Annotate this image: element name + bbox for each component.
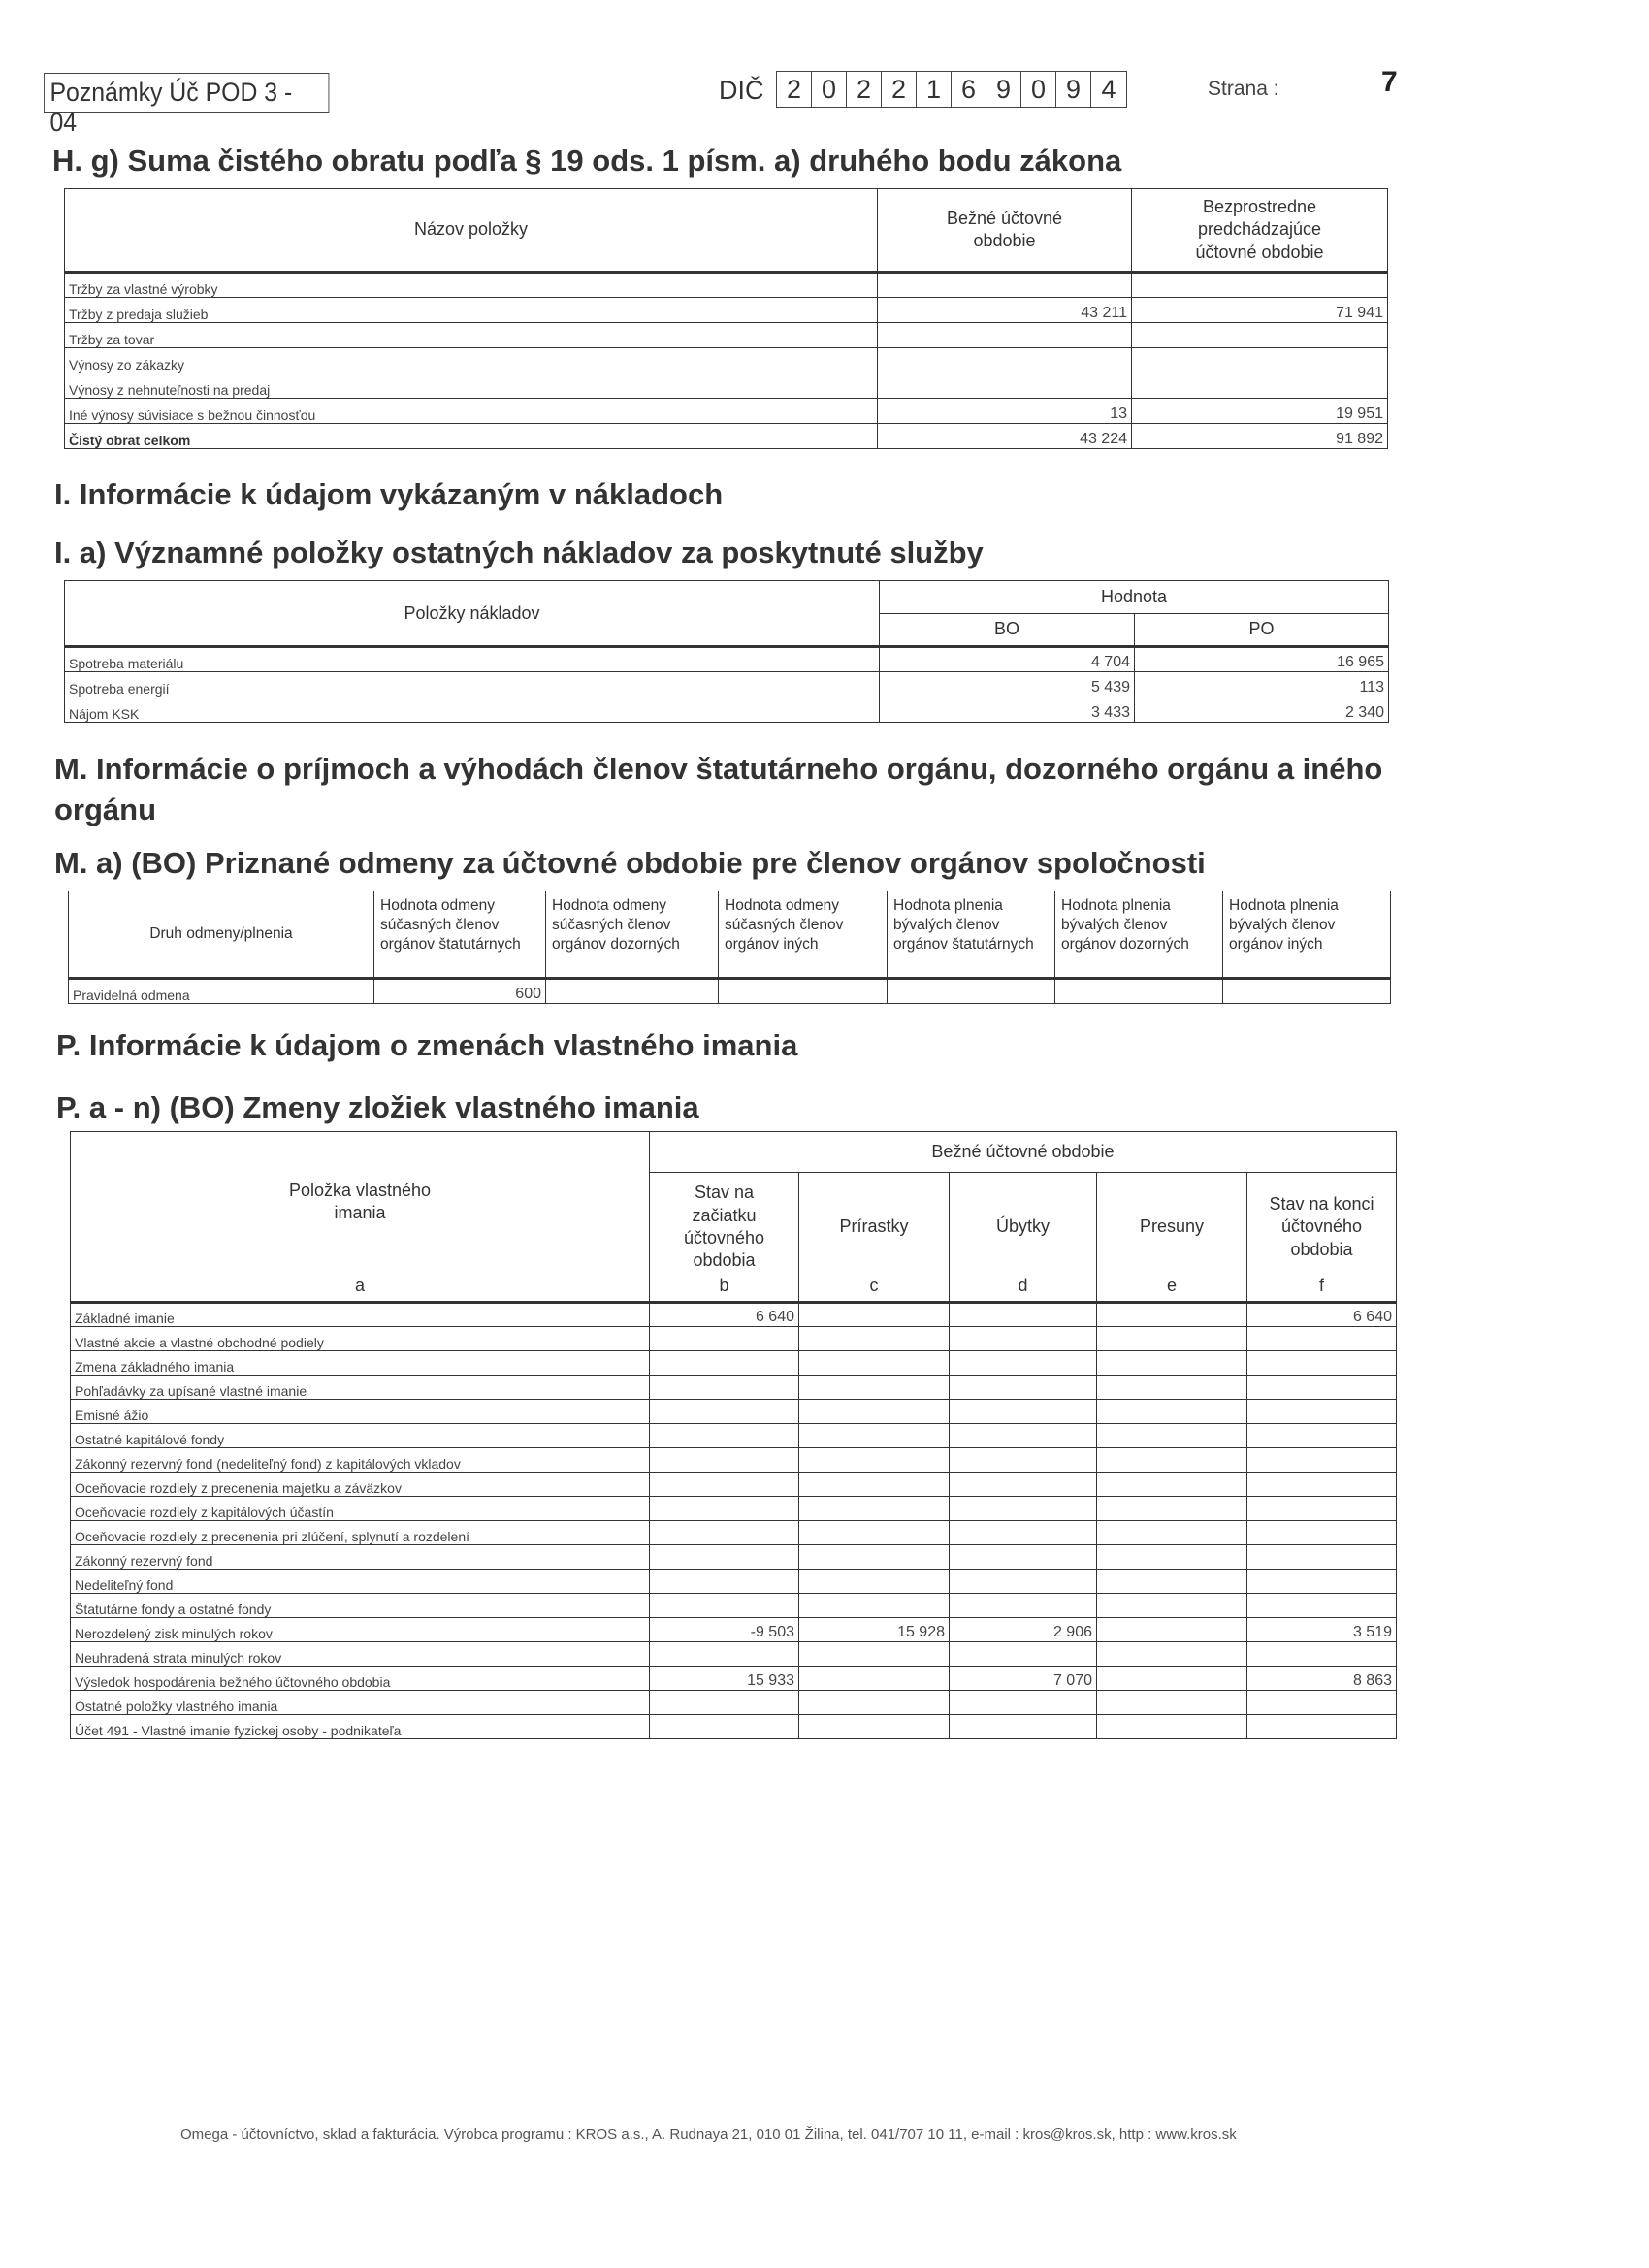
table-row xyxy=(71,1327,1397,1351)
col-header: Druh odmeny/plnenia xyxy=(69,891,374,979)
col-header xyxy=(950,1173,1097,1303)
cell-value xyxy=(719,979,888,1004)
row-label: Zákonný rezervný fond (nedeliteľný fond) z kapitálových vkladov xyxy=(71,1448,650,1473)
section-i-title: I. Informácie k údajom vykázaným v nákladoch xyxy=(54,477,724,511)
cell-value xyxy=(799,1715,950,1739)
row-label: Tržby z predaja služieb xyxy=(65,298,878,323)
cell-value xyxy=(1247,1691,1397,1715)
cell-value: 43 224 xyxy=(878,424,1132,449)
cell-value xyxy=(799,1497,950,1521)
cell-value xyxy=(650,1497,799,1521)
cell-value xyxy=(1097,1497,1247,1521)
cell-value xyxy=(1247,1570,1397,1594)
cell-value: 91 892 xyxy=(1132,424,1388,449)
cell-value xyxy=(799,1691,950,1715)
cell-value xyxy=(799,1376,950,1400)
page-label: Strana : xyxy=(1208,78,1279,100)
table-row xyxy=(65,399,1388,424)
section-pa-title: P. a - n) (BO) Zmeny zložiek vlastného imania xyxy=(56,1090,699,1124)
cell-value xyxy=(1097,1618,1247,1642)
col-header: BO xyxy=(880,614,1135,647)
cell-value xyxy=(950,1545,1097,1570)
cell-value xyxy=(650,1594,799,1618)
col-header: Položky nákladov xyxy=(65,581,880,647)
cell-value xyxy=(950,1497,1097,1521)
form-id: Poznámky Úč POD 3 - 04 xyxy=(44,73,329,113)
equity-changes-table xyxy=(70,1131,1397,1739)
cell-value: 71 941 xyxy=(1132,298,1388,323)
col-letter: f xyxy=(1318,1275,1324,1295)
dic-digit: 6 xyxy=(952,72,986,107)
cell-value xyxy=(1247,1424,1397,1448)
dic-digit: 0 xyxy=(812,72,847,107)
row-label: Zákonný rezervný fond xyxy=(71,1545,650,1570)
cell-value xyxy=(799,1448,950,1473)
dic-digit: 2 xyxy=(847,72,882,107)
cell-value xyxy=(1132,273,1388,298)
table-row xyxy=(71,1497,1397,1521)
col-header-label: Prírastky xyxy=(839,1216,909,1237)
row-label: Výsledok hospodárenia bežného účtovného obdobia xyxy=(71,1667,650,1691)
cell-value xyxy=(1132,323,1388,348)
table-row xyxy=(71,1667,1397,1691)
cell-value xyxy=(1132,348,1388,373)
table-row xyxy=(71,1400,1397,1424)
cell-value xyxy=(950,1424,1097,1448)
cell-value xyxy=(1097,1691,1247,1715)
col-header xyxy=(1247,1173,1397,1303)
table-row xyxy=(71,1618,1397,1642)
col-header-label: Stav na konci účtovného obdobia xyxy=(1269,1193,1374,1259)
cell-value xyxy=(650,1570,799,1594)
row-label: Tržby za vlastné výrobky xyxy=(65,273,878,298)
cell-value xyxy=(1247,1400,1397,1424)
cell-value xyxy=(1247,1715,1397,1739)
table-row xyxy=(69,979,1391,1004)
col-header xyxy=(799,1173,950,1303)
row-label: Nájom KSK xyxy=(65,697,880,723)
dic-digit: 9 xyxy=(1056,72,1091,107)
row-label: Ostatné položky vlastného imania xyxy=(71,1691,650,1715)
cell-value xyxy=(1247,1642,1397,1667)
cell-value xyxy=(1247,1521,1397,1545)
col-header xyxy=(650,1173,799,1303)
cell-value xyxy=(1097,1570,1247,1594)
col-header: PO xyxy=(1135,614,1389,647)
col-header-label: Položka vlastného imania xyxy=(288,1180,432,1222)
cell-value xyxy=(650,1424,799,1448)
row-label: Čistý obrat celkom xyxy=(65,424,878,449)
cell-value: 113 xyxy=(1135,672,1389,697)
cell-value xyxy=(799,1351,950,1376)
cell-value xyxy=(950,1473,1097,1497)
cell-value xyxy=(1247,1473,1397,1497)
cell-value xyxy=(1097,1473,1247,1497)
cell-value xyxy=(950,1376,1097,1400)
cell-value xyxy=(1247,1545,1397,1570)
table-row xyxy=(71,1351,1397,1376)
cell-value: 4 704 xyxy=(880,647,1135,672)
remuneration-table xyxy=(68,891,1391,1004)
cell-value xyxy=(799,1594,950,1618)
row-label: Nedeliteľný fond xyxy=(71,1570,650,1594)
section-hg-title: H. g) Suma čistého obratu podľa § 19 ods. 1 písm. a) druhého bodu zákona xyxy=(52,144,1122,178)
row-label: Účet 491 - Vlastné imanie fyzickej osoby - podnikateľa xyxy=(71,1715,650,1739)
col-header: Hodnota plnenia bývalých členov orgánov dozorných xyxy=(1055,891,1223,979)
cell-value: 2 906 xyxy=(950,1618,1097,1642)
cell-value xyxy=(650,1400,799,1424)
cell-value xyxy=(1132,373,1388,399)
row-label: Emisné ážio xyxy=(71,1400,650,1424)
cell-value xyxy=(1097,1424,1247,1448)
cell-value: 5 439 xyxy=(880,672,1135,697)
cell-value xyxy=(950,1715,1097,1739)
col-letter: d xyxy=(1018,1275,1028,1295)
cell-value: 600 xyxy=(374,979,546,1004)
footer-text: Omega - účtovníctvo, sklad a fakturácia. Výrobca programu : KROS a.s., A. Rudnaya 21, 010 01 Žilina, tel. 041/707 10 11, e-mail : kros@kros.sk, http : www.kros.sk xyxy=(180,2126,1237,2143)
cell-value: 43 211 xyxy=(878,298,1132,323)
cell-value xyxy=(950,1327,1097,1351)
section-m-title: M. Informácie o príjmoch a výhodách členov štatutárneho orgánu, dozorného orgánu a iného orgánu xyxy=(54,752,1383,826)
cell-value: 6 640 xyxy=(650,1303,799,1327)
col-letter: c xyxy=(869,1275,879,1295)
col-header: Bezprostredne predchádzajúce účtovné obdobie xyxy=(1132,189,1388,273)
row-label: Základné imanie xyxy=(71,1303,650,1327)
cell-value xyxy=(878,323,1132,348)
cell-value xyxy=(950,1691,1097,1715)
col-header: Hodnota xyxy=(880,581,1389,614)
cell-value: 16 965 xyxy=(1135,647,1389,672)
dic-label: DIČ xyxy=(719,76,764,105)
table-row xyxy=(65,298,1388,323)
section-ia-title: I. a) Významné položky ostatných nákladov za poskytnuté služby xyxy=(54,535,984,569)
col-header-label: Presuny xyxy=(1139,1216,1205,1237)
cell-value xyxy=(799,1642,950,1667)
table-row xyxy=(71,1545,1397,1570)
cell-value xyxy=(1097,1642,1247,1667)
cell-value xyxy=(799,1667,950,1691)
cell-value xyxy=(950,1448,1097,1473)
cell-value: 7 070 xyxy=(950,1667,1097,1691)
table-row xyxy=(65,672,1389,697)
dic-digits xyxy=(776,71,1127,108)
table-row xyxy=(65,697,1389,723)
dic-digit: 0 xyxy=(1021,72,1056,107)
cell-value xyxy=(1223,979,1391,1004)
col-header: Hodnota odmeny súčasných členov orgánov dozorných xyxy=(546,891,719,979)
cell-value xyxy=(1097,1327,1247,1351)
cell-value: 15 933 xyxy=(650,1667,799,1691)
col-header-label: Úbytky xyxy=(995,1216,1050,1237)
cell-value xyxy=(1097,1448,1247,1473)
cell-value xyxy=(650,1545,799,1570)
col-letter: e xyxy=(1166,1275,1177,1295)
cell-value xyxy=(1097,1376,1247,1400)
col-header: Hodnota odmeny súčasných členov orgánov iných xyxy=(719,891,888,979)
row-label: Pravidelná odmena xyxy=(69,979,374,1004)
cell-value xyxy=(1097,1545,1247,1570)
row-label: Pohľadávky za upísané vlastné imanie xyxy=(71,1376,650,1400)
row-label: Iné výnosy súvisiace s bežnou činnosťou xyxy=(65,399,878,424)
cell-value xyxy=(1097,1667,1247,1691)
table-row xyxy=(71,1424,1397,1448)
row-label: Ostatné kapitálové fondy xyxy=(71,1424,650,1448)
table-row xyxy=(71,1303,1397,1327)
cell-value xyxy=(799,1303,950,1327)
cell-value xyxy=(650,1691,799,1715)
row-label: Tržby za tovar xyxy=(65,323,878,348)
row-label: Neuhradená strata minulých rokov xyxy=(71,1642,650,1667)
col-header: Hodnota plnenia bývalých členov orgánov štatutárnych xyxy=(888,891,1055,979)
table-row xyxy=(71,1715,1397,1739)
row-label: Spotreba materiálu xyxy=(65,647,880,672)
cell-value xyxy=(950,1521,1097,1545)
cell-value xyxy=(546,979,719,1004)
cell-value xyxy=(1097,1715,1247,1739)
row-label: Vlastné akcie a vlastné obchodné podiely xyxy=(71,1327,650,1351)
cell-value: 6 640 xyxy=(1247,1303,1397,1327)
table-row xyxy=(65,647,1389,672)
cell-value xyxy=(1097,1351,1247,1376)
table-row xyxy=(71,1473,1397,1497)
cell-value xyxy=(950,1642,1097,1667)
dic-digit: 4 xyxy=(1101,75,1116,104)
cell-value xyxy=(650,1448,799,1473)
col-letter: a xyxy=(354,1275,365,1295)
cell-value xyxy=(1097,1303,1247,1327)
cell-value: 13 xyxy=(878,399,1132,424)
cell-value xyxy=(1247,1327,1397,1351)
cell-value xyxy=(799,1545,950,1570)
cell-value: 15 928 xyxy=(799,1618,950,1642)
cell-value xyxy=(950,1594,1097,1618)
cell-value xyxy=(1247,1497,1397,1521)
cell-value xyxy=(950,1351,1097,1376)
cell-value xyxy=(799,1521,950,1545)
row-label: Výnosy z nehnuteľnosti na predaj xyxy=(65,373,878,399)
col-header: Bežné účtovné obdobie xyxy=(878,189,1132,273)
cell-value xyxy=(799,1327,950,1351)
cell-value xyxy=(650,1327,799,1351)
table-row xyxy=(71,1594,1397,1618)
cell-value xyxy=(878,273,1132,298)
dic-digit: 2 xyxy=(882,72,917,107)
costs-table xyxy=(64,580,1389,723)
cell-value xyxy=(799,1400,950,1424)
table-row xyxy=(71,1570,1397,1594)
cell-value xyxy=(888,979,1055,1004)
table-row xyxy=(71,1448,1397,1473)
section-ma-title: M. a) (BO) Priznané odmeny za účtovné obdobie pre členov orgánov spoločnosti xyxy=(54,846,1206,880)
row-label: Výnosy zo zákazky xyxy=(65,348,878,373)
cell-value xyxy=(1247,1351,1397,1376)
table-row xyxy=(71,1376,1397,1400)
cell-value xyxy=(799,1473,950,1497)
row-label: Zmena základného imania xyxy=(71,1351,650,1376)
col-header: Hodnota plnenia bývalých členov orgánov iných xyxy=(1223,891,1391,979)
cell-value xyxy=(878,348,1132,373)
cell-value xyxy=(950,1570,1097,1594)
cell-value xyxy=(650,1715,799,1739)
row-label: Oceňovacie rozdiely z precenenia pri zlúčení, splynutí a rozdelení xyxy=(71,1521,650,1545)
cell-value: 8 863 xyxy=(1247,1667,1397,1691)
cell-value xyxy=(1247,1376,1397,1400)
cell-value xyxy=(1055,979,1223,1004)
cell-value xyxy=(1097,1521,1247,1545)
row-label: Štatutárne fondy a ostatné fondy xyxy=(71,1594,650,1618)
cell-value xyxy=(878,373,1132,399)
cell-value: 3 433 xyxy=(880,697,1135,723)
col-header: Názov položky xyxy=(65,189,878,273)
group-header: Bežné účtovné obdobie xyxy=(650,1132,1397,1173)
table-row xyxy=(65,273,1388,298)
cell-value xyxy=(799,1570,950,1594)
cell-value xyxy=(950,1303,1097,1327)
cell-value xyxy=(1097,1594,1247,1618)
table-row xyxy=(71,1521,1397,1545)
cell-value xyxy=(650,1351,799,1376)
table-row xyxy=(71,1691,1397,1715)
table-row xyxy=(65,424,1388,449)
cell-value: 2 340 xyxy=(1135,697,1389,723)
table-row xyxy=(65,323,1388,348)
cell-value xyxy=(650,1521,799,1545)
cell-value: 3 519 xyxy=(1247,1618,1397,1642)
row-label: Spotreba energií xyxy=(65,672,880,697)
cell-value xyxy=(650,1642,799,1667)
cell-value: 19 951 xyxy=(1132,399,1388,424)
cell-value xyxy=(1097,1400,1247,1424)
row-label: Oceňovacie rozdiely z precenenia majetku a záväzkov xyxy=(71,1473,650,1497)
col-letter: b xyxy=(719,1275,729,1295)
col-header: Hodnota odmeny súčasných členov orgánov štatutárnych xyxy=(374,891,546,979)
row-label: Oceňovacie rozdiely z kapitálových účastín xyxy=(71,1497,650,1521)
col-header-label: Stav na začiatku účtovného obdobia xyxy=(683,1183,765,1271)
cell-value xyxy=(650,1473,799,1497)
col-header xyxy=(1097,1173,1247,1303)
cell-value xyxy=(1247,1594,1397,1618)
row-label: Nerozdelený zisk minulých rokov xyxy=(71,1618,650,1642)
col-header xyxy=(71,1132,650,1303)
table-row xyxy=(65,373,1388,399)
dic-digit: 1 xyxy=(917,72,952,107)
page-number: 7 xyxy=(1381,66,1398,98)
cell-value xyxy=(1247,1448,1397,1473)
cell-value xyxy=(799,1424,950,1448)
section-p-title: P. Informácie k údajom o zmenách vlastného imania xyxy=(56,1028,798,1062)
cell-value: -9 503 xyxy=(650,1618,799,1642)
dic-digit: 9 xyxy=(986,72,1021,107)
table-row xyxy=(71,1642,1397,1667)
net-turnover-table xyxy=(64,188,1388,449)
dic-digit: 2 xyxy=(777,72,812,107)
table-row xyxy=(65,348,1388,373)
cell-value xyxy=(950,1400,1097,1424)
cell-value xyxy=(650,1376,799,1400)
